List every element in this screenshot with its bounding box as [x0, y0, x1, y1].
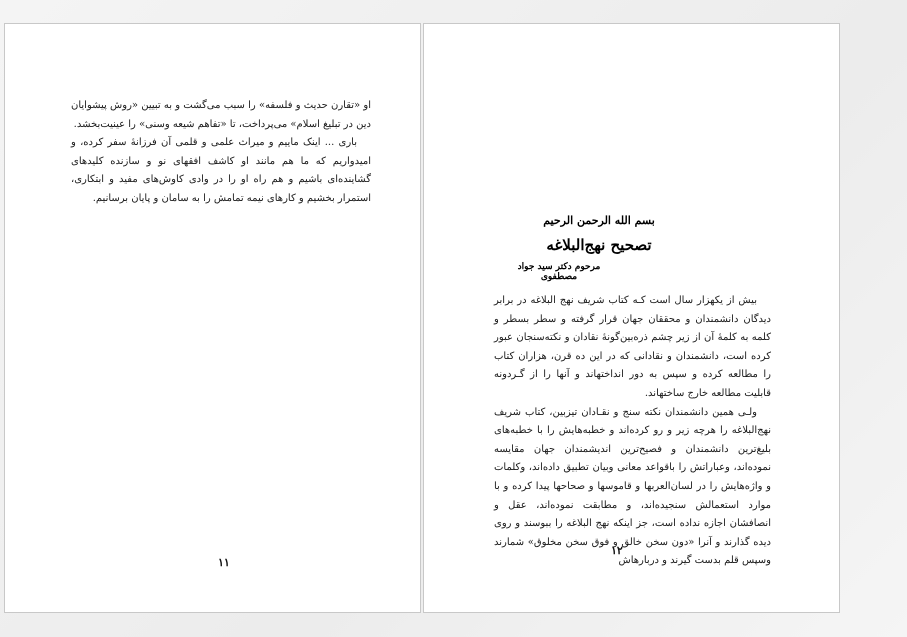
author-line: مرحوم دکتر سید جواد مصطفوی [517, 262, 601, 282]
page-number: ۱۱ [218, 556, 230, 569]
page-12-body [494, 292, 771, 571]
paragraph: او «تقارن حدیث و فلسفه» را سبب می‌گشت و به تبیین «روش پیشوایان دین در تبلیغ اسلام» می‌پرداخت، تا «تفاهم شیعه وسنی» را عینیت‌بخشد. [71, 100, 371, 130]
paragraph: بیش از یکهزار سال است کـه کتاب شریف نهج البلاغه در برابر دیدگان دانشمندان و محققان جهان قرار گرفته و سطر بسطر و کلمه به کلمهٔ آن از زیر چشم ذره‌بین‌گونهٔ نقادان و نکته‌سنجان عبور کرده است، دانشمندان و نقادانی که در این ده قرن، هزاران کتاب را مطالعه کرده و سپس به دور انداختهاند و آنها را از گـردونه قابلیت مطالعه خارج ساختهاند. [494, 295, 771, 399]
page-11 [4, 23, 421, 613]
chapter-title: تصحیح نهج‌البلاغه [546, 236, 652, 254]
basmala-heading: بسم الله الرحمن الرحیم [543, 214, 655, 227]
page-number: ۱۲ [611, 544, 623, 557]
paragraph: باری ... اینک ماییم و میراث علمی و قلمی آن فرزانهٔ سفر کرده، و امیدواریم که ما هم مانند او کاشف افقهای نو و سازنده کلیدهای گشاینده‌ای باشیم و هم راه او را در وادی کاوش‌های مفید و ابتکاری، استمرار بخشیم و کارهای نیمه تمامش را به سامان و پایان برسانیم. [71, 137, 371, 204]
page-11-body [71, 97, 371, 208]
paragraph: ولـی همین دانشمندان نکته سنج و نقـادان تیزبین، کتاب شریف نهج‌البلاغه را هرچه زیر و رو کرده‌اند و خطبه‌هایش را با خطبه‌های بلیغ‌ترین دانشمندان و فصیح‌ترین اندیشمندان جهان مقایسه نموده‌اند، وعباراتش را باقواعد معانی وبیان تطبیق داده‌اند، وکلمات و واژه‌هایش را در لسان‌العربها و قاموسها و صحاحها پیدا کرده و با موارد استعمالش سنجیده‌اند، و مطابقت نموده‌اند، عقل و انصافشان اجازه نداده است، جز اینکه نهج البلاغه را ببوسند و روی دیده گذارند و آنرا «دون سخن خالق و فوق سخن مخلوق» شمارند وسپس قلم بدست گیرند و دربارهاش [494, 406, 771, 567]
page-12 [423, 23, 840, 613]
